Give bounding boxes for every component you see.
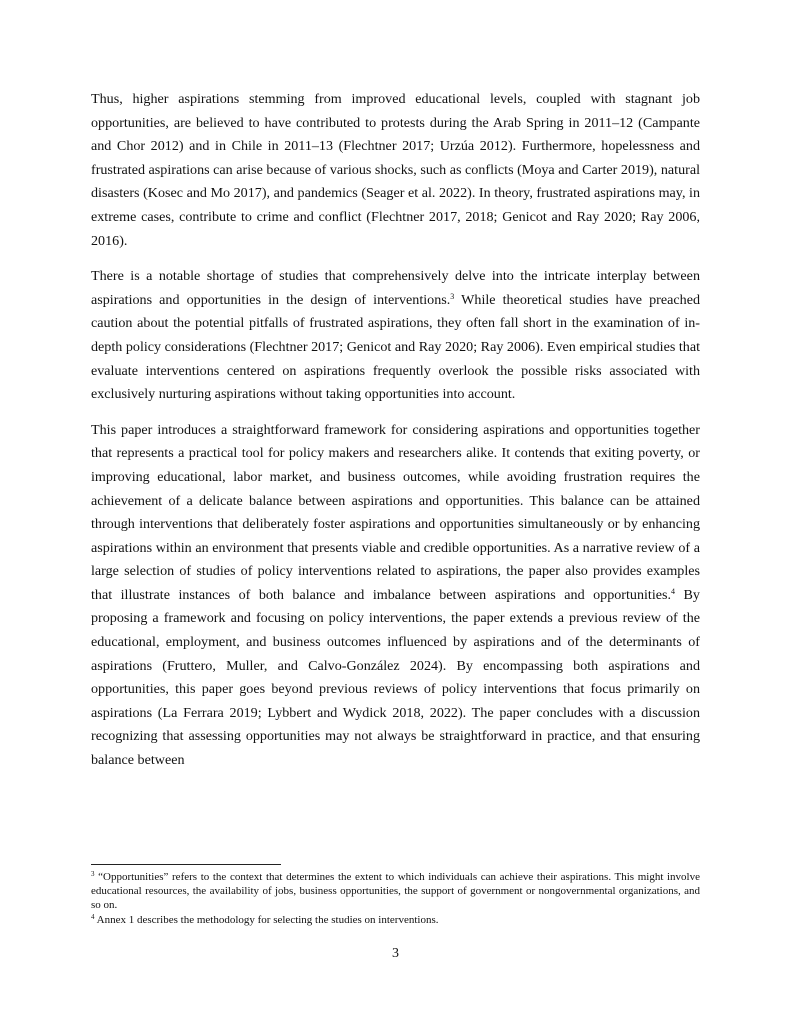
paragraph-3: [91, 419, 700, 773]
footnote-4-marker: 4: [91, 912, 95, 921]
footnote-ref-3[interactable]: 3: [450, 291, 455, 301]
footnotes: [91, 870, 700, 927]
paragraph-3-text-before: This paper introduces a straightforward framework for considering aspirations and opportunities together that represents a practical tool for policy makers and researchers alike. It contends that exiting poverty, or improving educational, labor market, and business outcomes, while avoiding frustration requires the achievement of a delicate balance between aspirations and opportunities. This balance can be attained through interventions that deliberately foster aspirations and opportunities simultaneously or by enhancing aspirations within an environment that presents viable and credible opportunities. As a narrative review of a large selection of studies of policy interventions related to aspirations, the paper also provides examples that illustrate instances of both balance and imbalance between aspirations and opportunities.: [91, 421, 700, 603]
paragraph-3-text-after: By proposing a framework and focusing on policy interventions, the paper extends a previous review of the educational, employment, and business outcomes influenced by aspirations and of the determinants of aspirations (Fruttero, Muller, and Calvo-González 2024). By encompassing both aspirations and opportunities, this paper goes beyond previous reviews of policy interventions that focus primarily on aspirations (La Ferrara 2019; Lybbert and Wydick 2018, 2022). The paper concludes with a discussion recognizing that assessing opportunities may not always be straightforward in practice, and that ensuring balance between: [91, 586, 700, 769]
footnote-3-text: “Opportunities” refers to the context that determines the extent to which individuals can achieve their aspirations. This might involve educational resources, the availability of jobs, business opportunities, the support of government or nongovernmental organizations, and so on.: [91, 871, 700, 912]
page-number: 3: [392, 946, 399, 961]
footnote-3: [91, 870, 700, 913]
footnote-3-marker: 3: [91, 870, 95, 878]
footnote-divider: [91, 864, 281, 865]
footnote-ref-4[interactable]: 4: [671, 586, 676, 596]
paragraph-1: [91, 88, 700, 253]
paragraph-1-text: Thus, higher aspirations stemming from improved educational levels, coupled with stagnant job opportunities, are believed to have contributed to protests during the Arab Spring in 2011–12 (Campante and Chor 2012) and in Chile in 2011–13 (Flechtner 2017; Urzúa 2012). Furthermore, hopelessness and frustrated aspirations can arise because of various shocks, such as conflicts (Moya and Carter 2019), natural disasters (Kosec and Mo 2017), and pandemics (Seager et al. 2022). In theory, frustrated aspirations may, in extreme cases, contribute to crime and conflict (Flechtner 2017, 2018; Genicot and Ray 2020; Ray 2006, 2016).: [91, 91, 700, 249]
paragraph-2-text-after: While theoretical studies have preached caution about the potential pitfalls of frustrated aspirations, they often fall short in the examination of in-depth policy considerations (Flechtner 2017; Genicot and Ray 2020; Ray 2006). Even empirical studies that evaluate interventions centered on aspirations frequently overlook the possible risks associated with exclusively nurturing aspirations without taking opportunities into account.: [91, 291, 700, 403]
paragraph-2-text-before: There is a notable shortage of studies that comprehensively delve into the intricate interplay between aspirations and opportunities in the design of interventions.: [91, 268, 700, 308]
footnote-4-text: Annex 1 describes the methodology for selecting the studies on interventions.: [94, 913, 439, 926]
footnote-4: [91, 913, 700, 927]
paragraph-2: [91, 265, 700, 407]
body-text: [91, 88, 700, 785]
